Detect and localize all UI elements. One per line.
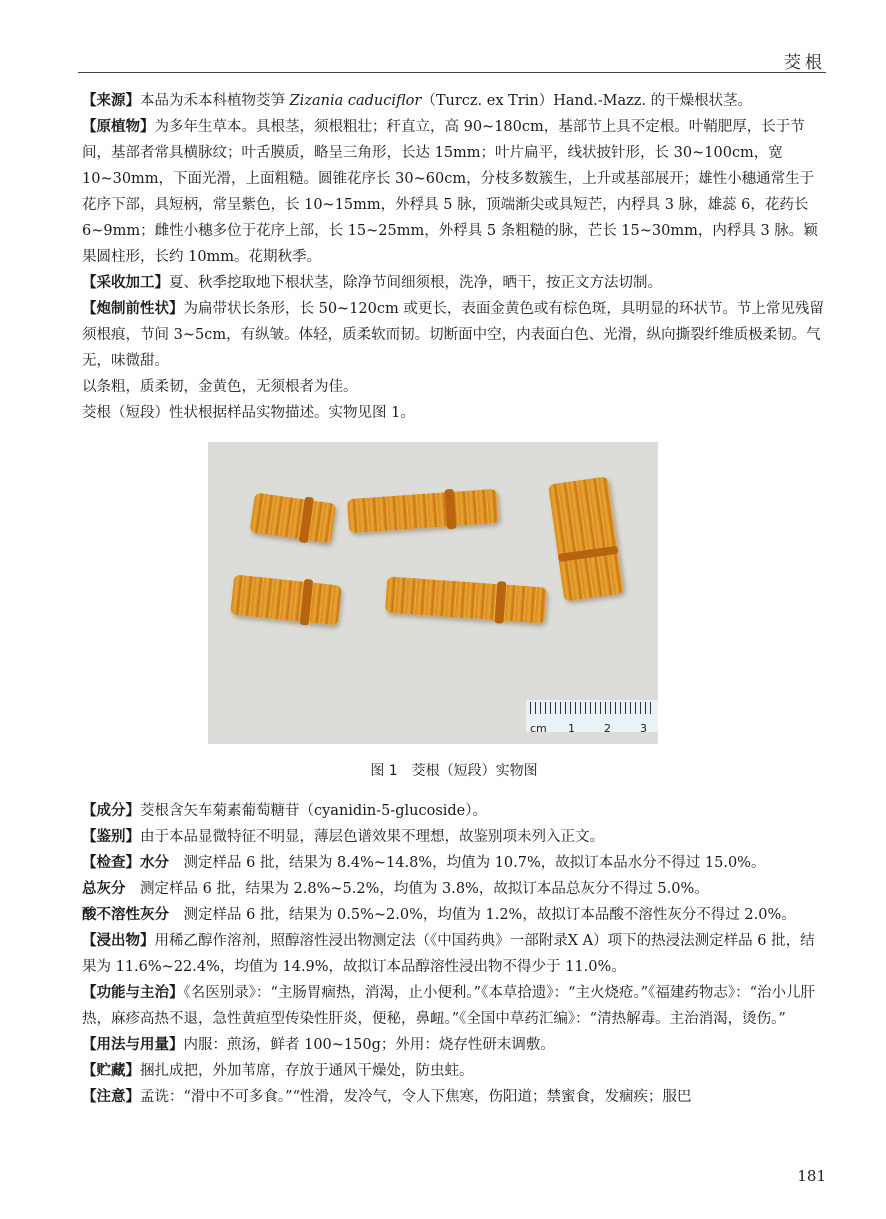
para-quality: 以条粗，质柔韧，金黄色，无须根者为佳。 (82, 379, 358, 395)
section-tag-harvest: 【采收加工】 (82, 275, 169, 291)
section-tag-components: 【成分】 (82, 803, 140, 819)
ruler-mark: 2 (604, 722, 611, 735)
para-original-plant: 【原植物】为多年生草本。具根茎，须根粗壮；秆直立，高 90~180cm，基部节上具不定根。叶鞘肥厚，长于节间，基部者常具横脉纹；叶舌膜质，略呈三角形，长达 15mm；叶片扁平，线状披针形，长 30~100cm，宽 10~30mm，下面光滑，上面粗糙。圆锥花序长 30~60cm，分枝多数簇生，上升或基部展开；雄性小穗通常生于花序下部，具短柄，常呈紫色，长 10~15mm，外稃具 5 脉，顶端渐尖或具短芒，内稃具 3 脉，雄蕊 6，花药长 6~9mm；雌性小穗多位于花序上部，长 15~25mm，外稃具 5 条粗糙的脉，芒长 15~30mm，内稃具 3 脉。颖果圆柱形，长约 10mm。花期秋季。 (82, 119, 818, 265)
section-tag-identification: 【鉴别】 (82, 829, 140, 845)
ruler-ticks (530, 702, 654, 714)
root-piece (250, 492, 337, 543)
para-extract: 【浸出物】用稀乙醇作溶剂，照醇溶性浸出物测定法（《中国药典》一部附录Ⅹ A）项下的热浸法测定样品 6 批，结果为 11.6%~22.4%，均值为 14.9%，故拟订本品醇溶性浸出物不得少于 11.0%。 (82, 933, 815, 975)
para-function: 【功能与主治】《名医别录》：“主肠胃痼热，消渴，止小便利。”《本草拾遗》：“主火烧疮。”《福建药物志》：“治小儿肝热，麻疹高热不退，急性黄疸型传染性肝炎，便秘，鼻衄。”《全国中草药汇编》：“清热解毒。主治消渴，烫伤。” (82, 985, 816, 1027)
para-caution: 【注意】孟诜：“滑中不可多食。”“性滑，发冷气，令人下焦寒，伤阳道；禁蜜食，发痼疾；服巴 (82, 1089, 692, 1105)
page-body (82, 88, 826, 1110)
figure-caption: 图 1 茭根（短段）实物图 (370, 763, 538, 779)
section-tag-extract: 【浸出物】 (82, 933, 155, 949)
para-components: 【成分】茭根含矢车菊素葡萄糖苷（cyanidin-5-glucoside）。 (82, 803, 488, 819)
running-head: 茭根 (784, 53, 826, 73)
para-harvest: 【采收加工】夏、秋季挖取地下根状茎，除净节间细须根，洗净，晒干，按正文方法切制。 (82, 275, 662, 291)
section-tag-caution: 【注意】 (82, 1089, 140, 1105)
section-tag-plant: 【原植物】 (82, 119, 155, 135)
para-total-ash: 总灰分 测定样品 6 批，结果为 2.8%~5.2%，均值为 3.8%，故拟订本品总灰分不得过 5.0%。 (82, 881, 709, 897)
ruler-unit: cm (530, 722, 547, 735)
specimen-photo (208, 442, 658, 744)
root-piece (230, 574, 342, 625)
root-piece (548, 476, 624, 601)
ruler-mark: 1 (568, 722, 575, 735)
para-dosage: 【用法与用量】内服：煎汤，鲜者 100~150g；外用：烧存性研末调敷。 (82, 1037, 555, 1053)
root-piece (347, 489, 499, 533)
para-acid-ash: 酸不溶性灰分 测定样品 6 批，结果为 0.5%~2.0%，均值为 1.2%，故拟订本品酸不溶性灰分不得过 2.0%。 (82, 907, 796, 923)
para-figure-ref: 茭根（短段）性状根据样品实物描述。实物见图 1。 (82, 405, 415, 421)
section-tag-source: 【来源】 (82, 93, 140, 109)
section-tag-traits: 【炮制前性状】 (82, 301, 184, 317)
page-number: 181 (797, 1167, 826, 1185)
section-tag-function: 【功能与主治】 (82, 985, 184, 1001)
root-piece (385, 576, 547, 623)
section-tag-storage: 【贮藏】 (82, 1063, 140, 1079)
header-rule (78, 72, 826, 73)
subtag-total-ash: 总灰分 (82, 881, 126, 897)
subtag-moisture: 水分 (140, 855, 169, 871)
para-identification: 【鉴别】由于本品显微特征不明显，薄层色谱效果不理想，故鉴别项未列入正文。 (82, 829, 604, 845)
para-storage: 【贮藏】捆扎成把，外加苇席，存放于通风干燥处，防虫蛀。 (82, 1063, 474, 1079)
para-source: 【来源】本品为禾本科植物茭笋 Zizania caduciflor（Turcz. ex Trin）Hand.-Mazz. 的干燥根状茎。 (82, 93, 753, 109)
ruler-mark: 3 (640, 722, 647, 735)
para-inspection-moisture: 【检查】水分 测定样品 6 批，结果为 8.4%~14.8%，均值为 10.7%，故拟订本品水分不得过 15.0%。 (82, 855, 766, 871)
scale-ruler (526, 700, 658, 735)
subtag-acid-ash: 酸不溶性灰分 (82, 907, 169, 923)
para-traits: 【炮制前性状】为扁带状长条形，长 50~120cm 或更长，表面金黄色或有棕色斑，具明显的环状节。节上常见残留须根痕，节间 3~5cm，有纵皱。体轻，质柔软而韧。切断面中空，内表面白色、光滑，纵向撕裂纤维质极柔韧。气无，味微甜。 (82, 301, 824, 369)
section-tag-inspection: 【检查】 (82, 855, 140, 871)
section-tag-dosage: 【用法与用量】 (82, 1037, 184, 1053)
latin-name: Zizania caduciflor (289, 93, 422, 109)
